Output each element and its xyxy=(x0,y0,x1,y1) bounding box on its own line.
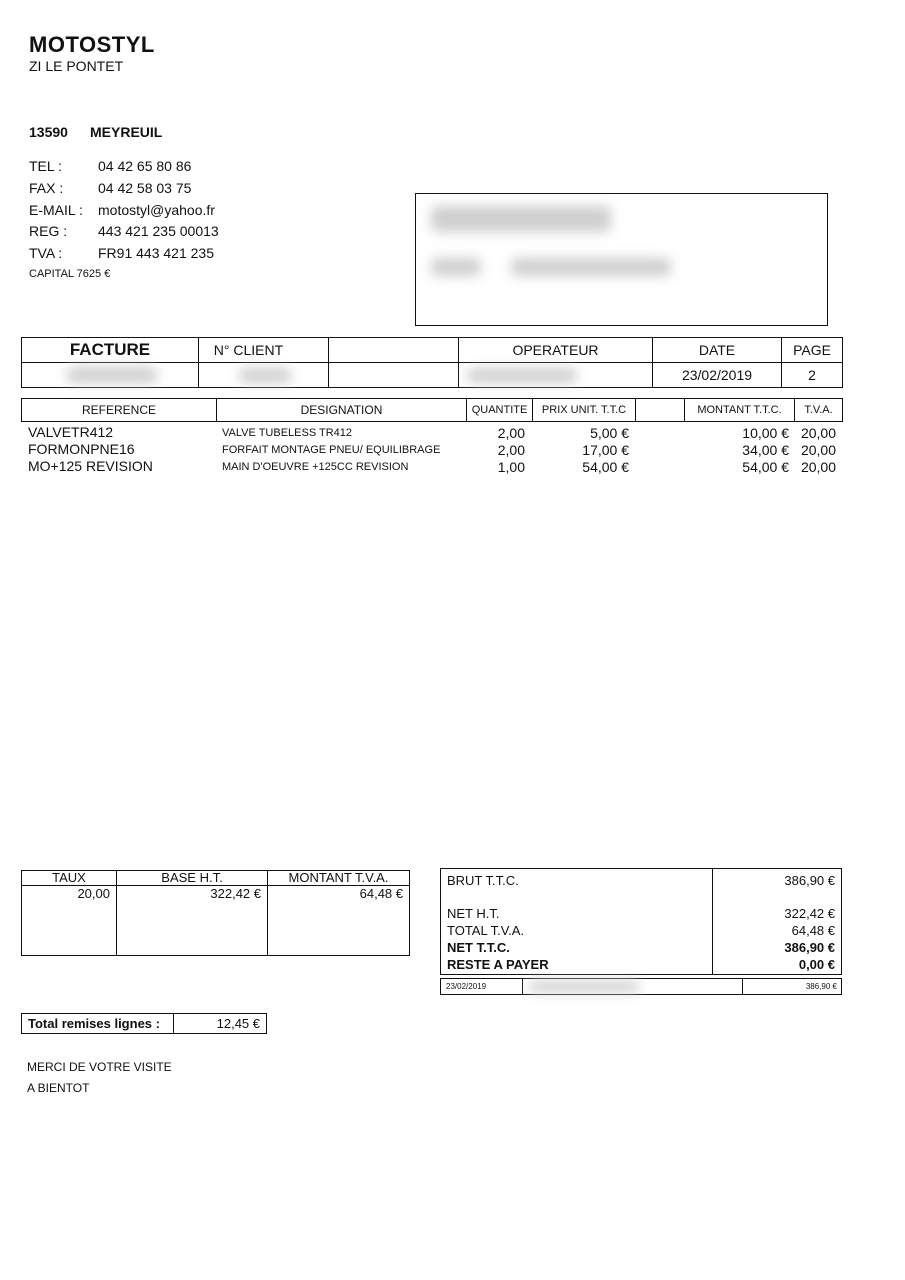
item-tva: 20,00 xyxy=(800,459,836,475)
totals-divider xyxy=(712,869,713,974)
designation-header: DESIGNATION xyxy=(217,399,467,422)
redacted-block xyxy=(511,258,671,276)
blank-cell xyxy=(329,363,459,388)
tax-rate-value: 20,00 xyxy=(22,886,117,956)
contact-label: E-MAIL : xyxy=(29,202,83,218)
payment-amount: 386,90 € xyxy=(805,982,837,991)
page-header: PAGE xyxy=(782,338,843,363)
payment-strip xyxy=(440,978,842,995)
tva-header: T.V.A. xyxy=(795,399,843,422)
reference-header: REFERENCE xyxy=(22,399,217,422)
reste-a-payer-label: RESTE A PAYER xyxy=(447,957,549,972)
items-header-table xyxy=(21,398,843,422)
item-unit-price: 17,00 € xyxy=(582,442,629,458)
company-address: ZI LE PONTET xyxy=(29,58,124,74)
tax-amount-header: MONTANT T.V.A. xyxy=(268,871,410,886)
company-postcode: 13590 xyxy=(29,124,68,140)
reste-a-payer-value: 0,00 € xyxy=(798,957,835,972)
item-amount: 54,00 € xyxy=(742,459,789,475)
company-name: MOTOSTYL xyxy=(29,32,155,57)
contact-value: FR91 443 421 235 xyxy=(98,245,214,261)
contact-value: motostyl@yahoo.fr xyxy=(98,202,215,218)
customer-address-box xyxy=(415,193,828,326)
net-ht-label: NET H.T. xyxy=(447,906,500,921)
tax-breakdown-table xyxy=(21,870,410,956)
amount-header: MONTANT T.T.C. xyxy=(685,399,795,422)
contact-label: TVA : xyxy=(29,245,63,261)
tax-base-header: BASE H.T. xyxy=(117,871,268,886)
net-ttc-value: 386,90 € xyxy=(784,940,835,955)
contact-label: FAX : xyxy=(29,180,64,196)
invoice-header-table xyxy=(21,337,843,388)
redacted-block xyxy=(67,367,157,383)
contact-label: REG : xyxy=(29,223,68,239)
item-amount: 34,00 € xyxy=(742,442,789,458)
unit-price-header: PRIX UNIT. T.T.C xyxy=(533,399,636,422)
net-ht-value: 322,42 € xyxy=(784,906,835,921)
totals-box xyxy=(440,868,842,975)
item-quantity: 1,00 xyxy=(497,459,525,475)
brut-ttc-label: BRUT T.T.C. xyxy=(447,873,519,888)
operator-header: OPERATEUR xyxy=(459,338,653,363)
invoice-number-cell xyxy=(22,363,199,388)
contact-label: TEL : xyxy=(29,158,62,174)
item-designation: VALVE TUBELESS TR412 xyxy=(222,427,353,439)
item-quantity: 2,00 xyxy=(497,442,525,458)
redacted-block xyxy=(239,368,291,383)
redacted-block xyxy=(467,368,577,383)
company-capital: CAPITAL 7625 € xyxy=(29,268,111,280)
brut-ttc-value: 386,90 € xyxy=(784,873,835,888)
redacted-block xyxy=(431,206,611,232)
client-number-cell xyxy=(199,363,329,388)
item-designation: FORFAIT MONTAGE PNEU/ EQUILIBRAGE xyxy=(222,444,441,456)
company-city: MEYREUIL xyxy=(90,124,163,140)
total-tva-label: TOTAL T.V.A. xyxy=(447,923,525,938)
client-number-header: N° CLIENT xyxy=(199,338,329,363)
total-tva-value: 64,48 € xyxy=(791,923,835,938)
date-value: 23/02/2019 xyxy=(653,363,782,388)
closing-thanks: MERCI DE VOTRE VISITE xyxy=(27,1060,172,1074)
item-unit-price: 54,00 € xyxy=(582,459,629,475)
item-reference: VALVETR412 xyxy=(28,424,114,440)
blank-header xyxy=(329,338,459,363)
contact-value: 443 421 235 00013 xyxy=(98,223,219,239)
redacted-block xyxy=(529,981,639,992)
quantity-header: QUANTITE xyxy=(467,399,533,422)
tax-base-value: 322,42 € xyxy=(117,886,268,956)
discount-table xyxy=(21,1013,267,1034)
contact-value: 04 42 65 80 86 xyxy=(98,158,192,174)
item-tva: 20,00 xyxy=(800,425,836,441)
tax-rate-header: TAUX xyxy=(22,871,117,886)
discount-value: 12,45 € xyxy=(174,1014,267,1034)
facture-header: FACTURE xyxy=(22,338,199,363)
item-reference: FORMONPNE16 xyxy=(28,441,135,457)
item-designation: MAIN D'OEUVRE +125CC REVISION xyxy=(222,461,409,473)
tax-amount-value: 64,48 € xyxy=(268,886,410,956)
item-quantity: 2,00 xyxy=(497,425,525,441)
item-reference: MO+125 REVISION xyxy=(28,458,153,474)
date-header: DATE xyxy=(653,338,782,363)
page-value: 2 xyxy=(782,363,843,388)
operator-cell xyxy=(459,363,653,388)
strip-divider xyxy=(522,979,523,994)
blank-header xyxy=(636,399,685,422)
net-ttc-label: NET T.T.C. xyxy=(447,940,510,955)
item-amount: 10,00 € xyxy=(742,425,789,441)
item-tva: 20,00 xyxy=(800,442,836,458)
contact-value: 04 42 58 03 75 xyxy=(98,180,192,196)
redacted-block xyxy=(431,258,481,276)
discount-label: Total remises lignes : xyxy=(22,1014,174,1034)
strip-divider xyxy=(742,979,743,994)
item-unit-price: 5,00 € xyxy=(590,425,629,441)
payment-date: 23/02/2019 xyxy=(446,982,487,991)
closing-goodbye: A BIENTOT xyxy=(27,1081,90,1095)
